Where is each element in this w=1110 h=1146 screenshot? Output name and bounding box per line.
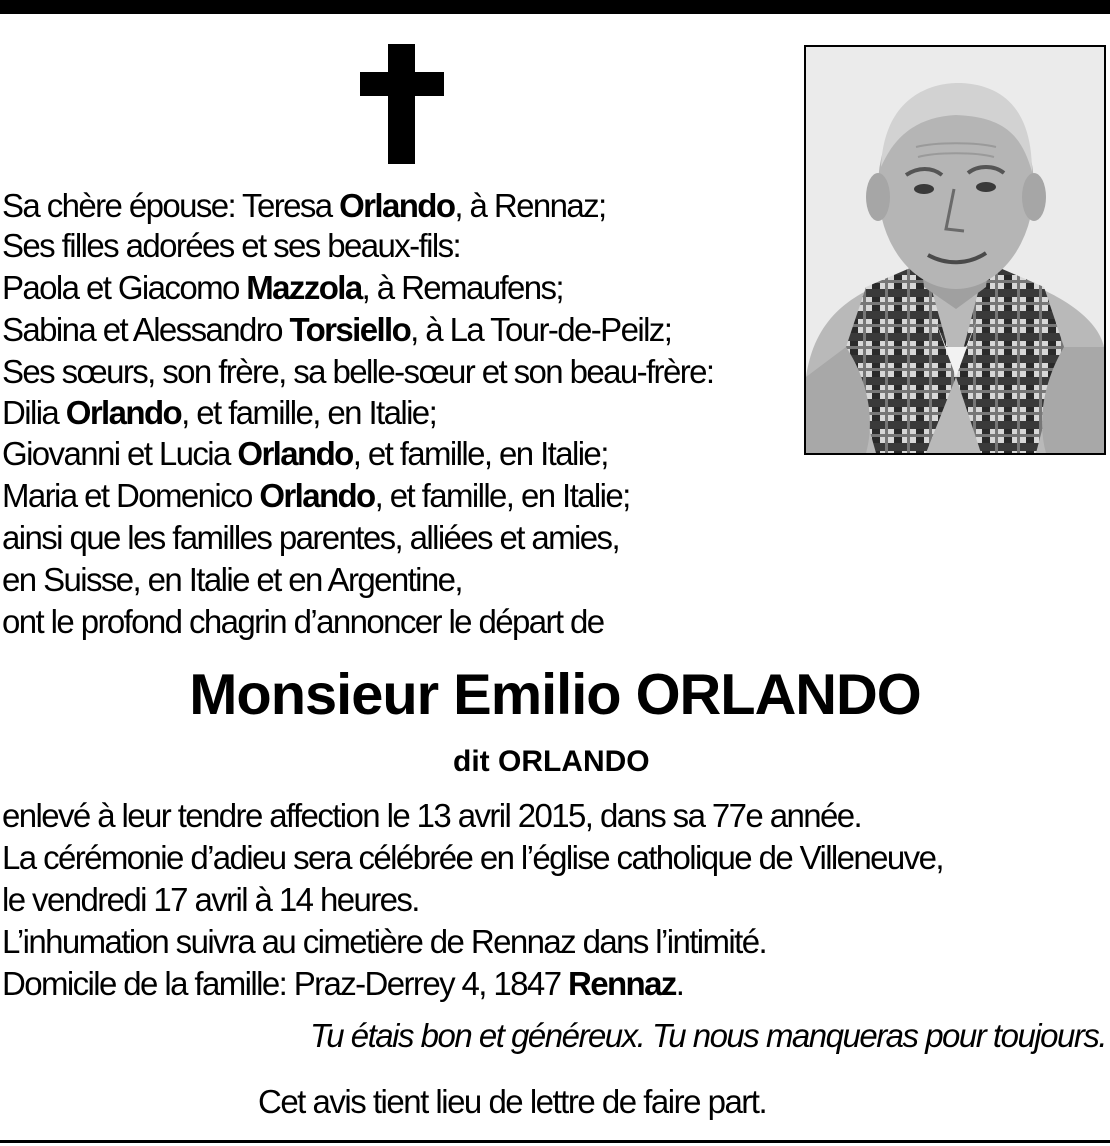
detail-line: Domicile de la famille: Praz-Derrey 4, 1847 Rennaz.	[2, 965, 684, 1002]
farewell-quote: Tu étais bon et généreux. Tu nous manqueras pour toujours.	[310, 1017, 1106, 1054]
detail-line: L’inhumation suivra au cimetière de Rennaz dans l’intimité.	[2, 923, 767, 960]
family-line: ainsi que les familles parentes, alliées et amies,	[2, 519, 620, 556]
family-line: Maria et Domenico Orlando, et famille, en Italie;	[2, 477, 630, 514]
bottom-rule	[0, 1140, 1110, 1143]
family-line: Ses filles adorées et ses beaux-fils:	[2, 227, 461, 264]
family-line: Sabina et Alessandro Torsiello, à La Tour-de-Peilz;	[2, 311, 672, 348]
portrait-photo	[804, 45, 1106, 455]
closing-note: Cet avis tient lieu de lettre de faire part.	[258, 1083, 767, 1120]
deceased-alias: dit ORLANDO	[453, 745, 650, 778]
detail-line: enlevé à leur tendre affection le 13 avril 2015, dans sa 77e année.	[2, 797, 862, 834]
detail-line: La cérémonie d’adieu sera célébrée en l’église catholique de Villeneuve,	[2, 839, 943, 876]
family-line: Paola et Giacomo Mazzola, à Remaufens;	[2, 269, 563, 306]
family-line: Dilia Orlando, et famille, en Italie;	[2, 394, 437, 431]
top-rule	[0, 0, 1110, 14]
family-line: en Suisse, en Italie et en Argentine,	[2, 561, 462, 598]
latin-cross-icon	[360, 44, 444, 166]
family-line: ont le profond chagrin d’annoncer le départ de	[2, 603, 604, 640]
family-line: Ses sœurs, son frère, sa belle-sœur et son beau-frère:	[2, 353, 714, 390]
family-line: Giovanni et Lucia Orlando, et famille, en Italie;	[2, 435, 608, 472]
family-line: Sa chère épouse: Teresa Orlando, à Rennaz;	[2, 187, 606, 224]
deceased-name: Monsieur Emilio ORLANDO	[189, 663, 921, 727]
detail-line: le vendredi 17 avril à 14 heures.	[2, 881, 419, 918]
